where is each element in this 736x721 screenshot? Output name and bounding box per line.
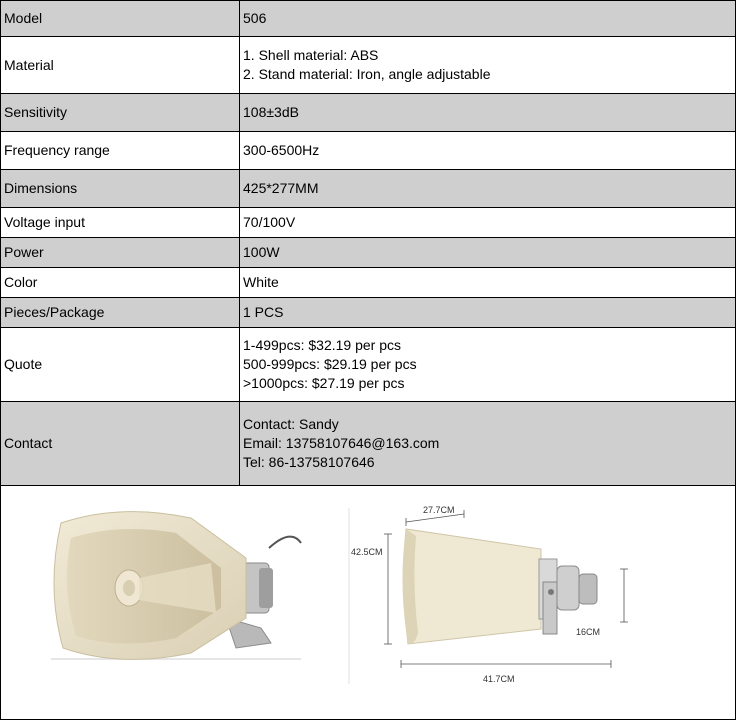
- spec-value-line: >1000pcs: $27.19 per pcs: [243, 375, 405, 391]
- spec-value-line: 108±3dB: [243, 104, 299, 120]
- spec-value-line: Email: 13758107646@163.com: [243, 435, 440, 451]
- spec-value-line: 300-6500Hz: [243, 142, 320, 158]
- spec-row: [1, 328, 736, 402]
- dimension-drawing: [346, 504, 636, 684]
- length-dimension-label: 41.7CM: [483, 674, 515, 684]
- spec-row: [1, 208, 736, 238]
- spec-value: [240, 132, 736, 170]
- spec-row: [1, 298, 736, 328]
- spec-value-line: Contact: Sandy: [243, 416, 339, 432]
- spec-row: [1, 132, 736, 170]
- spec-value-line: Tel: 86-13758107646: [243, 454, 375, 470]
- spec-row: [1, 238, 736, 268]
- spec-row: [1, 268, 736, 298]
- product-image-row: [0, 486, 736, 720]
- spec-label: Material: [1, 37, 240, 94]
- spec-row: [1, 94, 736, 132]
- spec-value-line: 1-499pcs: $32.19 per pcs: [243, 337, 401, 353]
- spec-value-line: 1. Shell material: ABS: [243, 47, 379, 63]
- spec-value: [240, 208, 736, 238]
- spec-row: [1, 170, 736, 208]
- spec-value-line: 100W: [243, 244, 280, 260]
- horn-speaker-photo: [51, 508, 306, 678]
- spec-label: Color: [1, 268, 240, 298]
- spec-row: [1, 1, 736, 37]
- spec-value-line: White: [243, 274, 279, 290]
- spec-row: [1, 402, 736, 486]
- side-dimension-label: 16CM: [576, 627, 601, 637]
- spec-table-body: [1, 1, 736, 486]
- spec-value-line: 506: [243, 10, 267, 26]
- spec-value-line: 425*277MM: [243, 180, 319, 196]
- spec-label: Frequency range: [1, 132, 240, 170]
- spec-label: Quote: [1, 328, 240, 402]
- spec-value: [240, 238, 736, 268]
- spec-value: [240, 94, 736, 132]
- spec-value-line: 1 PCS: [243, 304, 284, 320]
- spec-label: Voltage input: [1, 208, 240, 238]
- spec-value: [240, 37, 736, 94]
- spec-label: Sensitivity: [1, 94, 240, 132]
- spec-label: Pieces/Package: [1, 298, 240, 328]
- spec-value: [240, 402, 736, 486]
- spec-value: [240, 298, 736, 328]
- spec-label: Model: [1, 1, 240, 37]
- spec-label: Power: [1, 238, 240, 268]
- spec-label: Dimensions: [1, 170, 240, 208]
- spec-value-line: 70/100V: [243, 214, 296, 230]
- spec-value-line: 500-999pcs: $29.19 per pcs: [243, 356, 417, 372]
- spec-row: [1, 37, 736, 94]
- spec-value: [240, 1, 736, 37]
- spec-value: [240, 170, 736, 208]
- spec-value: [240, 328, 736, 402]
- spec-value: [240, 268, 736, 298]
- width-dimension-label: 27.7CM: [423, 505, 455, 515]
- height-dimension-label: 42.5CM: [351, 547, 383, 557]
- spec-value-line: 2. Stand material: Iron, angle adjustable: [243, 66, 491, 82]
- spec-label: Contact: [1, 402, 240, 486]
